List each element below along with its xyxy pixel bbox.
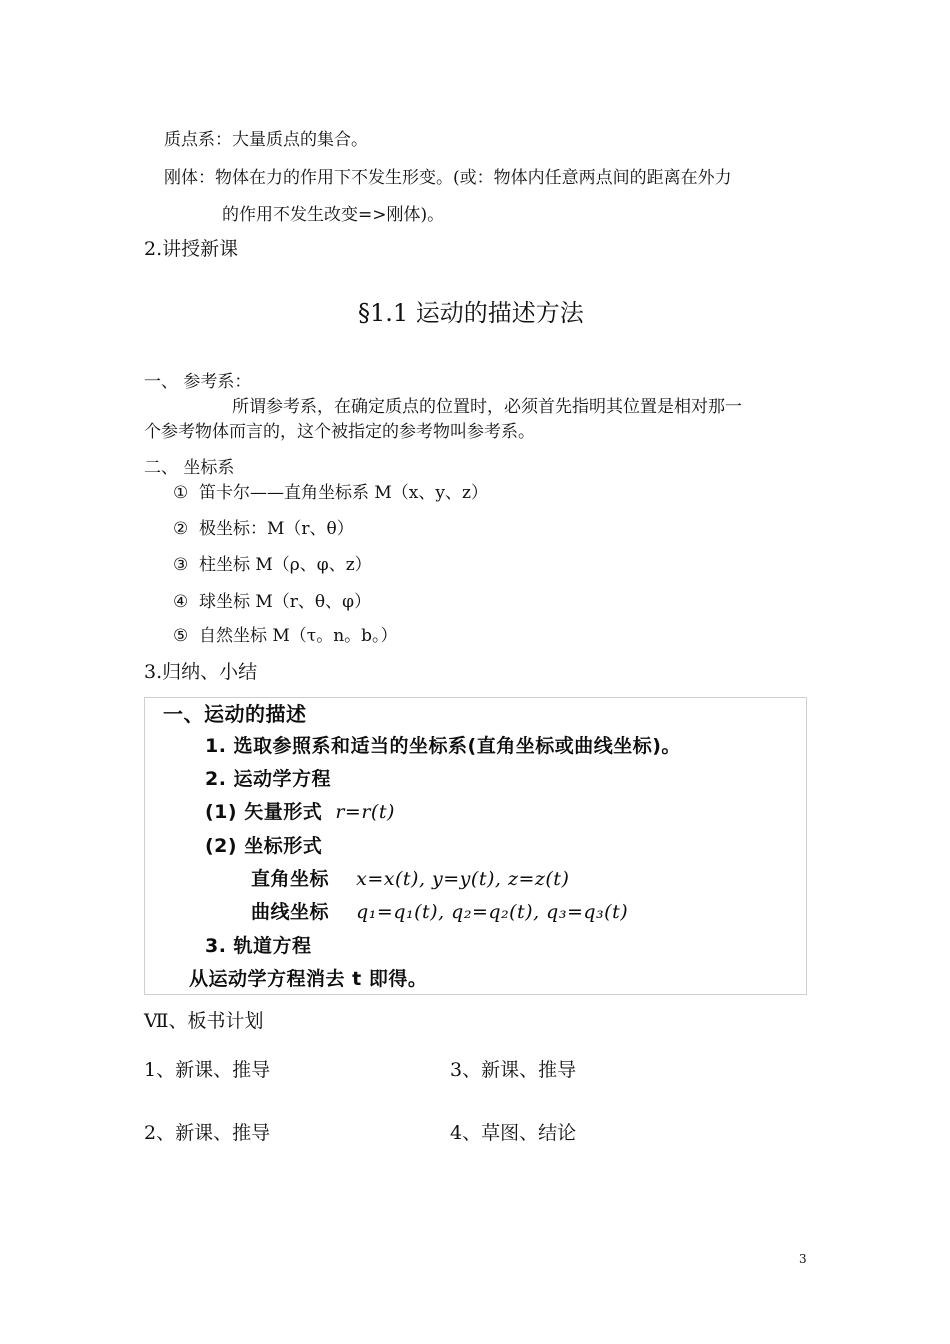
item-text: 极坐标：M（r、θ） [199, 519, 354, 539]
definition-particle-system: 质点系：大量质点的集合。 [164, 130, 368, 150]
summary-curvilinear [251, 897, 628, 924]
part1-title: 一、 参考系： [144, 372, 252, 392]
vector-form-label: (1) 矢量形式 [205, 801, 323, 823]
coordinate-item-natural [173, 621, 398, 646]
plan-item-1: 1、新课、推导 [144, 1059, 271, 1081]
page-number: 3 [799, 1252, 807, 1266]
item-number: ① [173, 483, 189, 503]
curvilinear-label: 曲线坐标 [251, 901, 330, 923]
summary-item-1: 1. 选取参照系和适当的坐标系(直角坐标或曲线坐标)。 [205, 735, 681, 757]
coordinate-item-cartesian [173, 478, 488, 503]
curvilinear-equations: q₁=q₁(t), q₂=q₂(t), q₃=q₃(t) [356, 901, 629, 923]
summary-item-2: 2. 运动学方程 [205, 768, 332, 790]
item-number: ⑤ [173, 626, 189, 646]
coordinate-item-cylindrical [173, 550, 372, 575]
item-number: ③ [173, 555, 189, 575]
summary-cartesian [251, 864, 569, 891]
cartesian-label: 直角坐标 [251, 868, 330, 890]
item-text: 球坐标 M（r、θ、φ） [199, 592, 372, 612]
section-title: §1.1 运动的描述方法 [358, 299, 584, 327]
summary-trajectory-note: 从运动学方程消去 t 即得。 [189, 968, 428, 990]
coordinate-item-spherical [173, 587, 371, 612]
heading-new-lesson: 2.讲授新课 [144, 238, 239, 260]
plan-item-2: 2、新课、推导 [144, 1122, 271, 1144]
summary-vector-form [205, 797, 395, 824]
coordinate-item-polar [173, 514, 354, 539]
item-text: 笛卡尔——直角坐标系 M（x、y、z） [199, 483, 488, 503]
heading-board-plan: Ⅶ、板书计划 [144, 1010, 264, 1032]
plan-item-4: 4、草图、结论 [450, 1122, 577, 1144]
item-text: 自然坐标 M（τ。n。b。） [199, 626, 398, 646]
plan-item-3: 3、新课、推导 [450, 1059, 577, 1081]
cartesian-equations: x=x(t), y=y(t), z=z(t) [356, 868, 570, 890]
part1-paragraph-line1: 所谓参考系，在确定质点的位置时，必须首先指明其位置是相对那一 [232, 397, 742, 417]
item-text: 柱坐标 M（ρ、φ、z） [199, 555, 372, 575]
heading-summary: 3.归纳、小结 [144, 661, 258, 683]
part1-paragraph-line2: 个参考物体而言的，这个被指定的参考物叫参考系。 [144, 422, 535, 442]
part2-title: 二、 坐标系 [144, 458, 235, 478]
summary-coordinate-form: (2) 坐标形式 [205, 835, 323, 857]
summary-scan-box [144, 697, 807, 995]
item-number: ② [173, 519, 189, 539]
summary-heading: 一、运动的描述 [163, 702, 307, 726]
vector-form-equation: r=r(t) [335, 801, 395, 823]
definition-rigid-body-continued: 的作用不发生改变=>刚体)。 [222, 205, 445, 225]
definition-rigid-body: 刚体：物体在力的作用下不发生形变。(或：物体内任意两点间的距离在外力 [164, 168, 732, 188]
item-number: ④ [173, 592, 189, 612]
summary-item-3: 3. 轨道方程 [205, 935, 312, 957]
